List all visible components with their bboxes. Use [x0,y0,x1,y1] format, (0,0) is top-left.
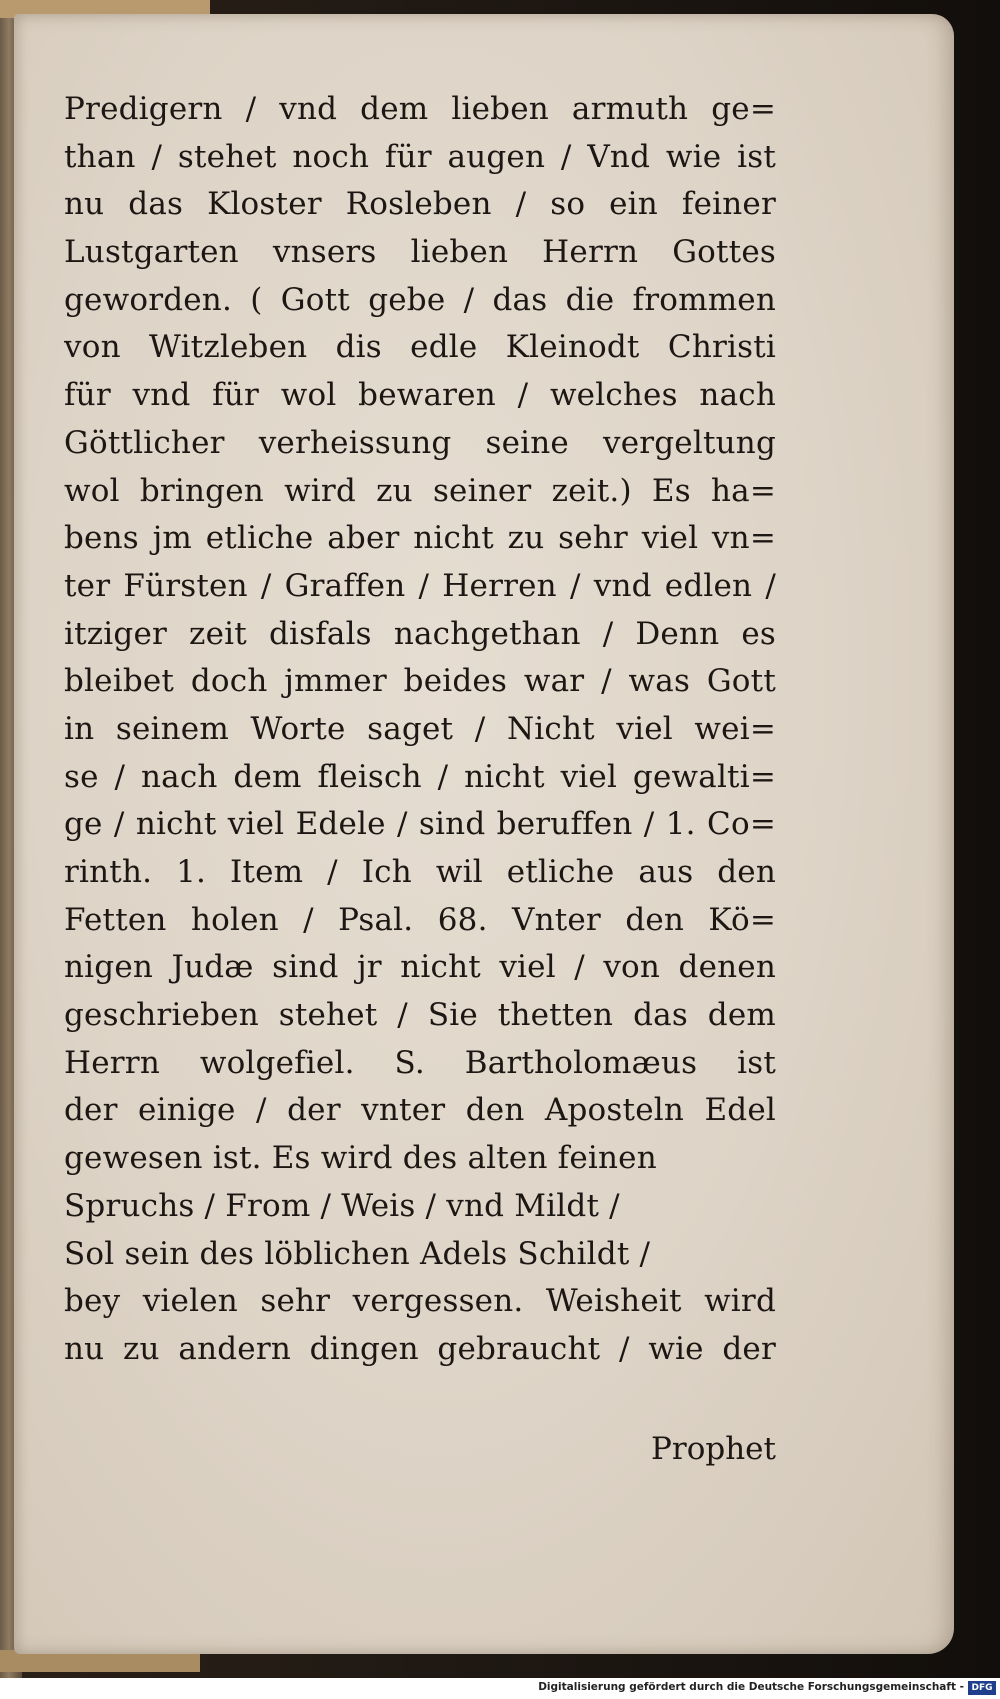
text-line: Predigern / vnd dem lieben armuth ge= [64,91,776,127]
text-line: ter Fürsten / Graffen / Herren / vnd edlen / [64,567,776,604]
funding-credit: Digitalisierung gefördert durch die Deutsche Forschungsgemeinschaft - [538,1681,964,1693]
digitization-footer [0,1678,1000,1699]
text-line: se / nach dem fleisch / nicht viel gewalti= [64,758,776,795]
book-page [14,14,954,1654]
text-line: bens jm etliche aber nicht zu sehr viel vn= [64,520,776,557]
text-line: nu das Kloster Rosleben / so ein feiner [64,186,776,223]
dfg-logo-icon: DFG [968,1681,996,1695]
text-line: der einige / der vnter den Aposteln Edel [64,1092,776,1129]
text-line: Fetten holen / Psal. 68. Vnter den Kö= [64,901,776,938]
text-line: Sol sein des löblichen Adels Schildt / [64,1235,651,1272]
text-line: Spruchs / From / Weis / vnd Mildt / [64,1187,620,1224]
text-line: ge / nicht viel Edele / sind beruffen / 1. Co= [64,806,776,843]
text-line: than / stehet noch für augen / Vnd wie ist [64,138,776,175]
text-line: bleibet doch jmmer beides war / was Gott [64,663,776,700]
text-line: geworden. ( Gott gebe / das die frommen [64,281,776,318]
catchword: Prophet [651,1431,776,1467]
text-line: Herrn wolgefiel. S. Bartholomæus ist [64,1044,776,1081]
text-line: itziger zeit disfals nachgethan / Denn es [64,615,776,652]
text-line: nigen Judæ sind jr nicht viel / von denen [64,949,776,986]
text-line: gewesen ist. Es wird des alten feinen [64,1140,657,1177]
text-line: in seinem Worte saget / Nicht viel wei= [64,710,776,747]
text-line: nu zu andern dingen gebraucht / wie der [64,1330,776,1367]
text-line: rinth. 1. Item / Ich wil etliche aus den [64,854,776,890]
page-text-block [64,86,776,1374]
text-line: Göttlicher verheissung seine vergeltung [64,424,776,461]
text-line: wol bringen wird zu seiner zeit.) Es ha= [64,472,776,509]
text-line: geschrieben stehet / Sie thetten das dem [64,997,776,1034]
text-line: Lustgarten vnsers lieben Herrn Gottes [64,234,776,271]
text-line: von Witzleben dis edle Kleinodt Christi [64,329,776,366]
text-line: für vnd für wol bewaren / welches nach [64,377,776,414]
text-line: bey vielen sehr vergessen. Weisheit wird [64,1283,776,1320]
